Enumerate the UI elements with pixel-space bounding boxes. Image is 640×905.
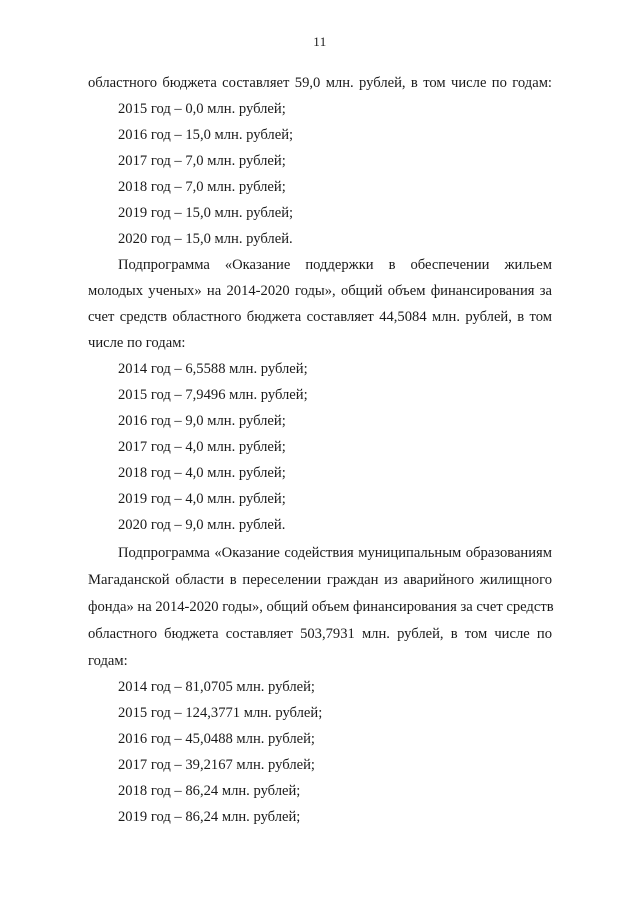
- paragraph-line: Магаданской области в переселении граждан из аварийного жилищного: [88, 572, 552, 588]
- list-item: 2018 год – 86,24 млн. рублей;: [118, 783, 301, 799]
- list-item: 2020 год – 15,0 млн. рублей.: [118, 231, 293, 247]
- list-item: 2019 год – 4,0 млн. рублей;: [118, 491, 286, 507]
- list-item: 2015 год – 7,9496 млн. рублей;: [118, 387, 308, 403]
- list-item: 2020 год – 9,0 млн. рублей.: [118, 517, 286, 533]
- list-item: 2015 год – 124,3771 млн. рублей;: [118, 705, 323, 721]
- page-number: 11: [313, 34, 327, 49]
- list-item: 2016 год – 45,0488 млн. рублей;: [118, 731, 315, 747]
- paragraph-line: числе по годам:: [88, 335, 186, 351]
- list-item: 2017 год – 4,0 млн. рублей;: [118, 439, 286, 455]
- list-item: 2017 год – 39,2167 млн. рублей;: [118, 757, 315, 773]
- paragraph-line: Подпрограмма «Оказание поддержки в обеспечении жильем: [118, 257, 552, 273]
- list-item: 2017 год – 7,0 млн. рублей;: [118, 153, 286, 169]
- paragraph-line: Подпрограмма «Оказание содействия муниципальным образованиям: [118, 545, 552, 561]
- paragraph-line: годам:: [88, 653, 128, 669]
- paragraph-line: областного бюджета составляет 503,7931 млн. рублей, в том числе по: [88, 626, 552, 642]
- list-item: 2014 год – 81,0705 млн. рублей;: [118, 679, 315, 695]
- list-item: 2018 год – 4,0 млн. рублей;: [118, 465, 286, 481]
- paragraph-line: счет средств областного бюджета составляет 44,5084 млн. рублей, в том: [88, 309, 552, 325]
- list-item: 2019 год – 15,0 млн. рублей;: [118, 205, 294, 221]
- paragraph-line: фонда» на 2014-2020 годы», общий объем финансирования за счет средств: [88, 599, 554, 615]
- list-item: 2018 год – 7,0 млн. рублей;: [118, 179, 286, 195]
- list-item: 2016 год – 15,0 млн. рублей;: [118, 127, 294, 143]
- paragraph-line: молодых ученых» на 2014-2020 годы», общий объем финансирования за: [88, 283, 552, 299]
- list-item: 2016 год – 9,0 млн. рублей;: [118, 413, 286, 429]
- list-item: 2015 год – 0,0 млн. рублей;: [118, 101, 286, 117]
- intro-line: областного бюджета составляет 59,0 млн. рублей, в том числе по годам:: [88, 75, 552, 91]
- list-item: 2019 год – 86,24 млн. рублей;: [118, 809, 301, 825]
- list-item: 2014 год – 6,5588 млн. рублей;: [118, 361, 308, 377]
